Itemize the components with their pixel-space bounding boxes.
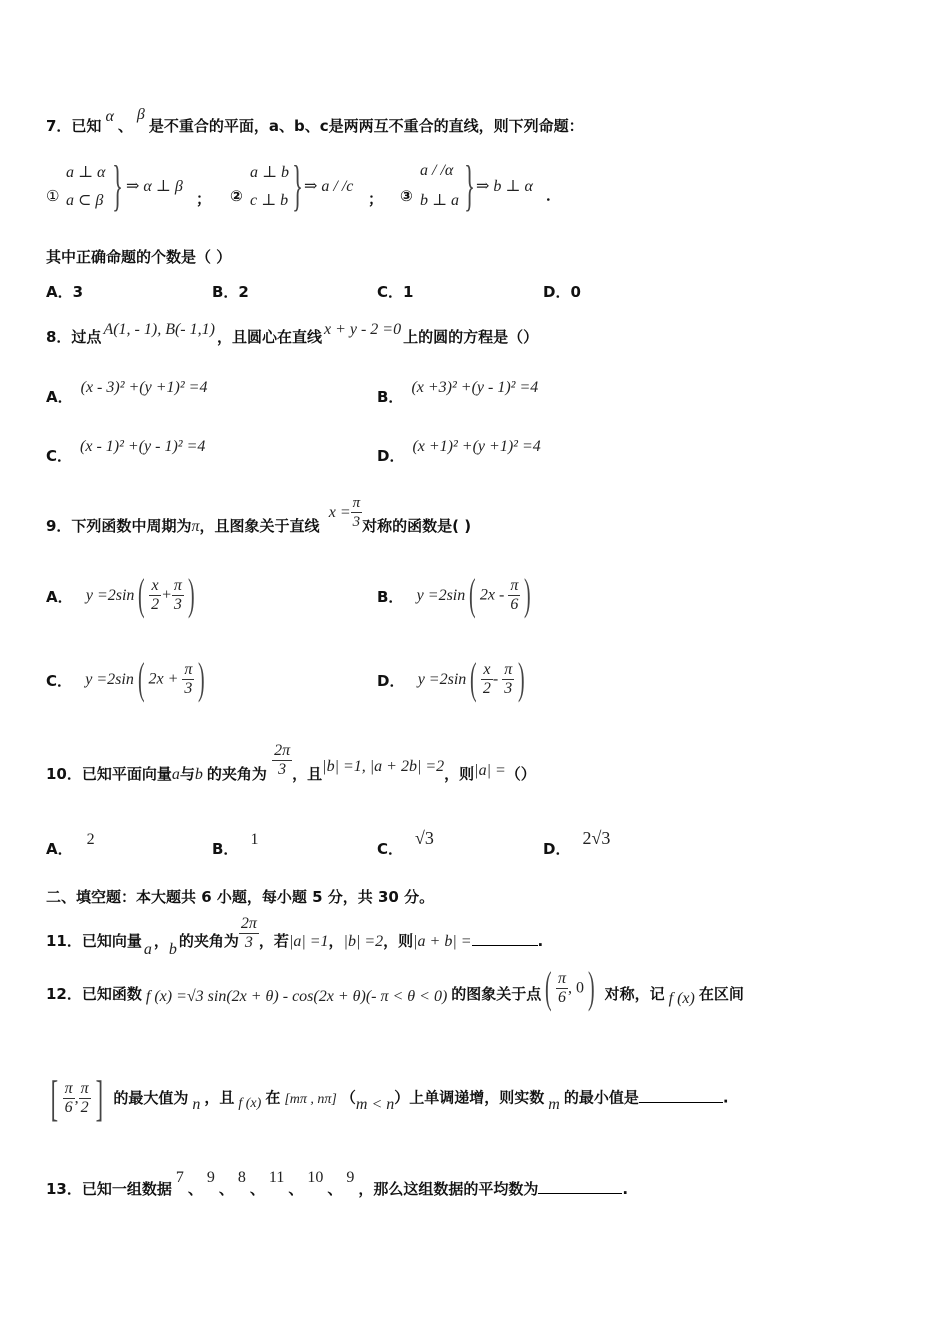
q13-end: . (622, 1180, 629, 1198)
q9-frac-num: π (352, 495, 361, 511)
q8-option-a[interactable] (46, 376, 208, 406)
q7-c3-brace: } (464, 155, 475, 217)
q10-option-c[interactable] (377, 828, 434, 858)
q11-frac-num: 2π (240, 915, 257, 932)
q12-and: ，且 (204, 1088, 235, 1107)
q11-a: a (143, 941, 152, 958)
q9-stem (46, 494, 472, 535)
q12-in: 在 (265, 1088, 281, 1107)
q7-semi2: ； (368, 190, 384, 208)
q13-num-4: 10 (307, 1169, 324, 1186)
q9-x-eq: x = (328, 504, 351, 521)
q9-b-lparen: ( (469, 570, 476, 619)
q10-tail: （） (505, 765, 536, 783)
q9-b-letter: B． (377, 587, 404, 606)
q9-c-frac (182, 661, 194, 698)
q8-b-expr: (x +3)² +(y - 1)² =4 (411, 379, 539, 396)
q7-option-b[interactable]: B．2 (212, 283, 249, 301)
q12-pt-num: π (557, 969, 566, 987)
q13-sep-3: 、 (288, 1180, 304, 1198)
q12-stem (46, 963, 744, 1012)
q13-suffix: ，那么这组数据的平均数为 (358, 1180, 539, 1198)
q10-and2: ，且 (292, 765, 323, 783)
q11-sep: ， (153, 932, 169, 950)
q10-prefix: 10．已知平面向量 (46, 765, 172, 783)
q7-c3-top: a / /α (420, 162, 454, 179)
q9-a-frac2 (172, 577, 184, 614)
q12-answer-blank[interactable] (639, 1088, 723, 1103)
q9-a-op: + (161, 586, 172, 604)
q9-option-a[interactable] (46, 570, 199, 619)
q7-c1-brace: } (112, 155, 123, 217)
q8-suffix: 上的圆的方程是（） (403, 328, 539, 346)
q12-pt-den: 6 (557, 988, 566, 1006)
q10-ask: |a| = (474, 762, 506, 779)
q8-d-letter: D． (377, 447, 405, 465)
q12-fx: f (x) =√3 sin(2x + θ) - cos(2x + θ)(- π < θ < 0) (145, 987, 448, 1005)
q12-int-rbracket: ] (95, 1070, 103, 1126)
q11-ask: |a + b| = (413, 933, 472, 950)
q9-prefix: 9．下列函数中周期为 (46, 517, 192, 535)
q11-frac-den: 3 (244, 934, 253, 951)
q7-option-c[interactable]: C．1 (377, 283, 414, 301)
q11-prefix: 11．已知向量 (46, 932, 142, 950)
q9-d-frac1 (481, 661, 493, 698)
q7-suffix: 是不重合的平面，a、b、c是两两互不重合的直线，则下列命题： (148, 117, 584, 135)
q9-option-c[interactable] (46, 654, 209, 703)
q7-c3-mark: ③ (400, 187, 413, 205)
q13-num-3: 11 (268, 1169, 285, 1186)
q9-b-frac (508, 577, 520, 614)
q9-d-op: - (492, 670, 503, 688)
q8-d-expr: (x +1)² +(y +1)² =4 (412, 438, 541, 455)
q11-answer-blank[interactable] (472, 931, 538, 946)
q12-line2: [ $\frac{\pi}{6}$ , $\frac{\pi}{2}$ ] 的最大值为 n ，且 f (x) 在 [mπ , nπ] （m < n）上单调递增，则实数 m 的最小值是 . (50, 1070, 729, 1126)
q13-prefix: 13．已知一组数据 (46, 1180, 172, 1198)
q10-option-d[interactable] (543, 828, 611, 858)
q12-int-den1: 6 (64, 1098, 73, 1116)
q9-d-lparen: ( (470, 654, 477, 703)
q9-a-den2: 3 (173, 595, 182, 613)
q7-c2-res: ⇒ a / /c (304, 178, 354, 195)
q9-c-pre: 2x + (148, 670, 183, 688)
q11-c2: |b| =2 (343, 933, 384, 950)
q9-d-letter: D． (377, 671, 405, 690)
q12-tail: 在区间 (698, 984, 744, 1003)
q8-b-letter: B． (377, 388, 404, 406)
q9-c-rparen: ) (198, 654, 206, 703)
q8-stem (46, 321, 539, 347)
q10-b-letter: B． (212, 840, 239, 858)
q9-b-den: 6 (510, 595, 519, 613)
q11-cond-pre: ，若 (258, 932, 289, 950)
q13-stem (46, 1169, 629, 1198)
q11-mid: 的夹角为 (178, 932, 239, 950)
q9-d-den2: 3 (504, 679, 513, 697)
q10-b: b (194, 766, 203, 783)
q7-c1-top: a ⊥ α (66, 164, 106, 181)
q13-sep-2: 、 (249, 1180, 265, 1198)
q13-sep-4: 、 (327, 1180, 343, 1198)
q9-a-frac1 (149, 577, 161, 614)
q12-sym: 对称，记 (604, 984, 665, 1003)
q10-mid: 的夹角为 (206, 765, 267, 783)
q11-comma: ， (328, 932, 344, 950)
q13-sep-1: 、 (218, 1180, 234, 1198)
q12-paren-l: （ (340, 1088, 356, 1107)
q8-a-letter: A． (46, 388, 73, 406)
q9-a-letter: A． (46, 587, 73, 606)
q10-d-letter: D． (543, 840, 571, 858)
q10-cond: |b| =1, |a + 2b| =2 (322, 758, 445, 775)
q10-option-b[interactable] (212, 828, 259, 858)
q12-int-den2: 2 (80, 1098, 89, 1116)
q12-int-lbracket: [ (50, 1070, 59, 1126)
q10-d-val: 2√3 (582, 828, 611, 848)
q9-d-den1: 2 (482, 679, 491, 697)
q10-c-val: √3 (415, 828, 434, 848)
q7-ask: 其中正确命题的个数是（ ） (46, 248, 232, 266)
q9-b-num: π (510, 576, 519, 594)
q13-num-0: 7 (175, 1169, 184, 1186)
q10-frac-num: 2π (274, 742, 291, 759)
q13-num-5: 9 (346, 1169, 355, 1186)
q10-stem (46, 742, 536, 783)
q7-semi1: ； (196, 190, 212, 208)
q11-end: . (537, 932, 544, 950)
q9-suffix: 对称的函数是( ) (362, 517, 472, 535)
q7-c1-mark: ① (46, 187, 60, 205)
q12-int-frac1 (63, 1080, 75, 1117)
section-heading: 二、填空题：本大题共 6 小题，每小题 5 分，共 30 分。 (46, 888, 435, 906)
q7-beta: β (136, 106, 145, 123)
q13-num-1: 9 (206, 1169, 215, 1186)
q8-c-letter: C． (46, 447, 73, 465)
q8-line: x + y - 2 =0 (323, 321, 402, 338)
q12-pt-y: , 0 (567, 979, 584, 997)
q13-num-2: 8 (237, 1169, 246, 1186)
q9-b-pre: 2x - (479, 586, 509, 604)
q10-and: 与 (179, 765, 195, 783)
q9-a-num1: x (149, 577, 161, 596)
q7-stem (46, 106, 584, 136)
q9-frac-den: 3 (352, 514, 361, 530)
q11-stem (46, 915, 544, 958)
q12-end: . (722, 1088, 729, 1107)
q8-points: A(1, - 1), B(- 1,1) (103, 321, 215, 338)
q9-a-num2: π (173, 576, 182, 594)
q12-int-frac2 (79, 1080, 91, 1117)
q9-a-den1: 2 (151, 595, 160, 613)
q11-c1: |a| =1 (288, 933, 329, 950)
q10-option-a[interactable] (46, 828, 95, 858)
q9-c-lparen: ( (137, 654, 145, 703)
q12-mid: 的图象关于点 (451, 984, 542, 1003)
q12-n: n (192, 1095, 201, 1113)
q10-b-val: 1 (250, 831, 259, 848)
q11-then: ，则 (383, 932, 414, 950)
q9-pi: π (191, 518, 200, 535)
q11-b: b (168, 941, 177, 958)
q9-b-rparen: ) (524, 570, 531, 619)
q12-m: m (548, 1095, 560, 1113)
q7-c1-bot: a ⊂ β (66, 192, 104, 209)
q9-d-frac2 (502, 661, 514, 698)
q12-range: [mπ , nπ] (284, 1091, 337, 1107)
q9-d-num1: x (481, 661, 493, 680)
q7-c2-brace: } (292, 155, 303, 217)
q9-a-lead: y =2sin (85, 586, 135, 604)
q9-c-lead: y =2sin (85, 670, 134, 688)
q9-a-lparen: ( (138, 570, 146, 619)
q8-c-expr: (x - 1)² +(y - 1)² =4 (80, 438, 206, 455)
q13-answer-blank[interactable] (538, 1179, 622, 1194)
q12-pt-frac (556, 970, 568, 1007)
q8-a-expr: (x - 3)² +(y +1)² =4 (80, 379, 208, 396)
q12-int-num2: π (80, 1079, 89, 1097)
q9-frac (351, 494, 363, 531)
q11-frac (239, 915, 259, 952)
q12-max: 的最大值为 (113, 1088, 189, 1107)
q12-cond: m < n (355, 1095, 395, 1113)
q12-fx2: f (x) (668, 989, 695, 1007)
q12-prefix: 12．已知函数 (46, 984, 142, 1003)
q9-d-rparen: ) (518, 654, 525, 703)
q7-period: ． (546, 186, 562, 204)
q10-a: a (171, 766, 180, 783)
q10-c-letter: C． (377, 840, 404, 858)
q9-option-d[interactable] (377, 654, 529, 703)
q9-b-lead: y =2sin (416, 586, 466, 604)
q12-fx3: f (x) (238, 1095, 262, 1111)
q10-frac (272, 742, 292, 779)
q9-c-letter: C． (46, 671, 73, 690)
q8-option-d[interactable] (377, 435, 541, 465)
q7-alpha: α (105, 108, 114, 125)
q9-option-b[interactable] (377, 570, 535, 619)
q7-prefix: 7．已知 (46, 117, 102, 135)
q7-option-a[interactable]: A．3 (46, 283, 84, 301)
q9-a-rparen: ) (187, 570, 195, 619)
q7-c2-mark: ② (230, 187, 243, 205)
q7-c3-bot: b ⊥ a (420, 192, 460, 209)
q8-mid: ，且圆心在直线 (216, 328, 322, 346)
q7-sep: 、 (117, 117, 133, 135)
q10-a-val: 2 (86, 831, 95, 848)
q12-pt-rparen: ) (587, 963, 595, 1012)
q9-c-den: 3 (184, 679, 193, 697)
q12-ask: 的最小值是 (563, 1088, 639, 1107)
q9-mid: ，且图象关于直线 (199, 517, 320, 535)
q7-c3-res: ⇒ b ⊥ α (476, 178, 533, 195)
q12-paren-r: ）上单调递增，则实数 (394, 1088, 545, 1107)
q9-c-num: π (184, 660, 193, 678)
q12-pt-lparen: ( (545, 963, 552, 1012)
q10-a-letter: A． (46, 840, 73, 858)
q7-option-d[interactable]: D．0 (543, 283, 581, 301)
q7-c1-res: ⇒ α ⊥ β (126, 178, 183, 195)
q8-prefix: 8．过点 (46, 328, 102, 346)
q10-then: ，则 (444, 765, 475, 783)
q12-int-num1: π (64, 1079, 73, 1097)
q13-sep-0: 、 (187, 1180, 203, 1198)
q10-frac-den: 3 (278, 761, 287, 778)
q9-d-lead: y =2sin (417, 670, 467, 688)
q7-c2-bot: c ⊥ b (250, 192, 289, 209)
q9-d-num2: π (504, 660, 513, 678)
q8-option-c[interactable] (46, 435, 206, 465)
q7-c2-top: a ⊥ b (250, 164, 290, 181)
q8-option-b[interactable] (377, 376, 539, 406)
